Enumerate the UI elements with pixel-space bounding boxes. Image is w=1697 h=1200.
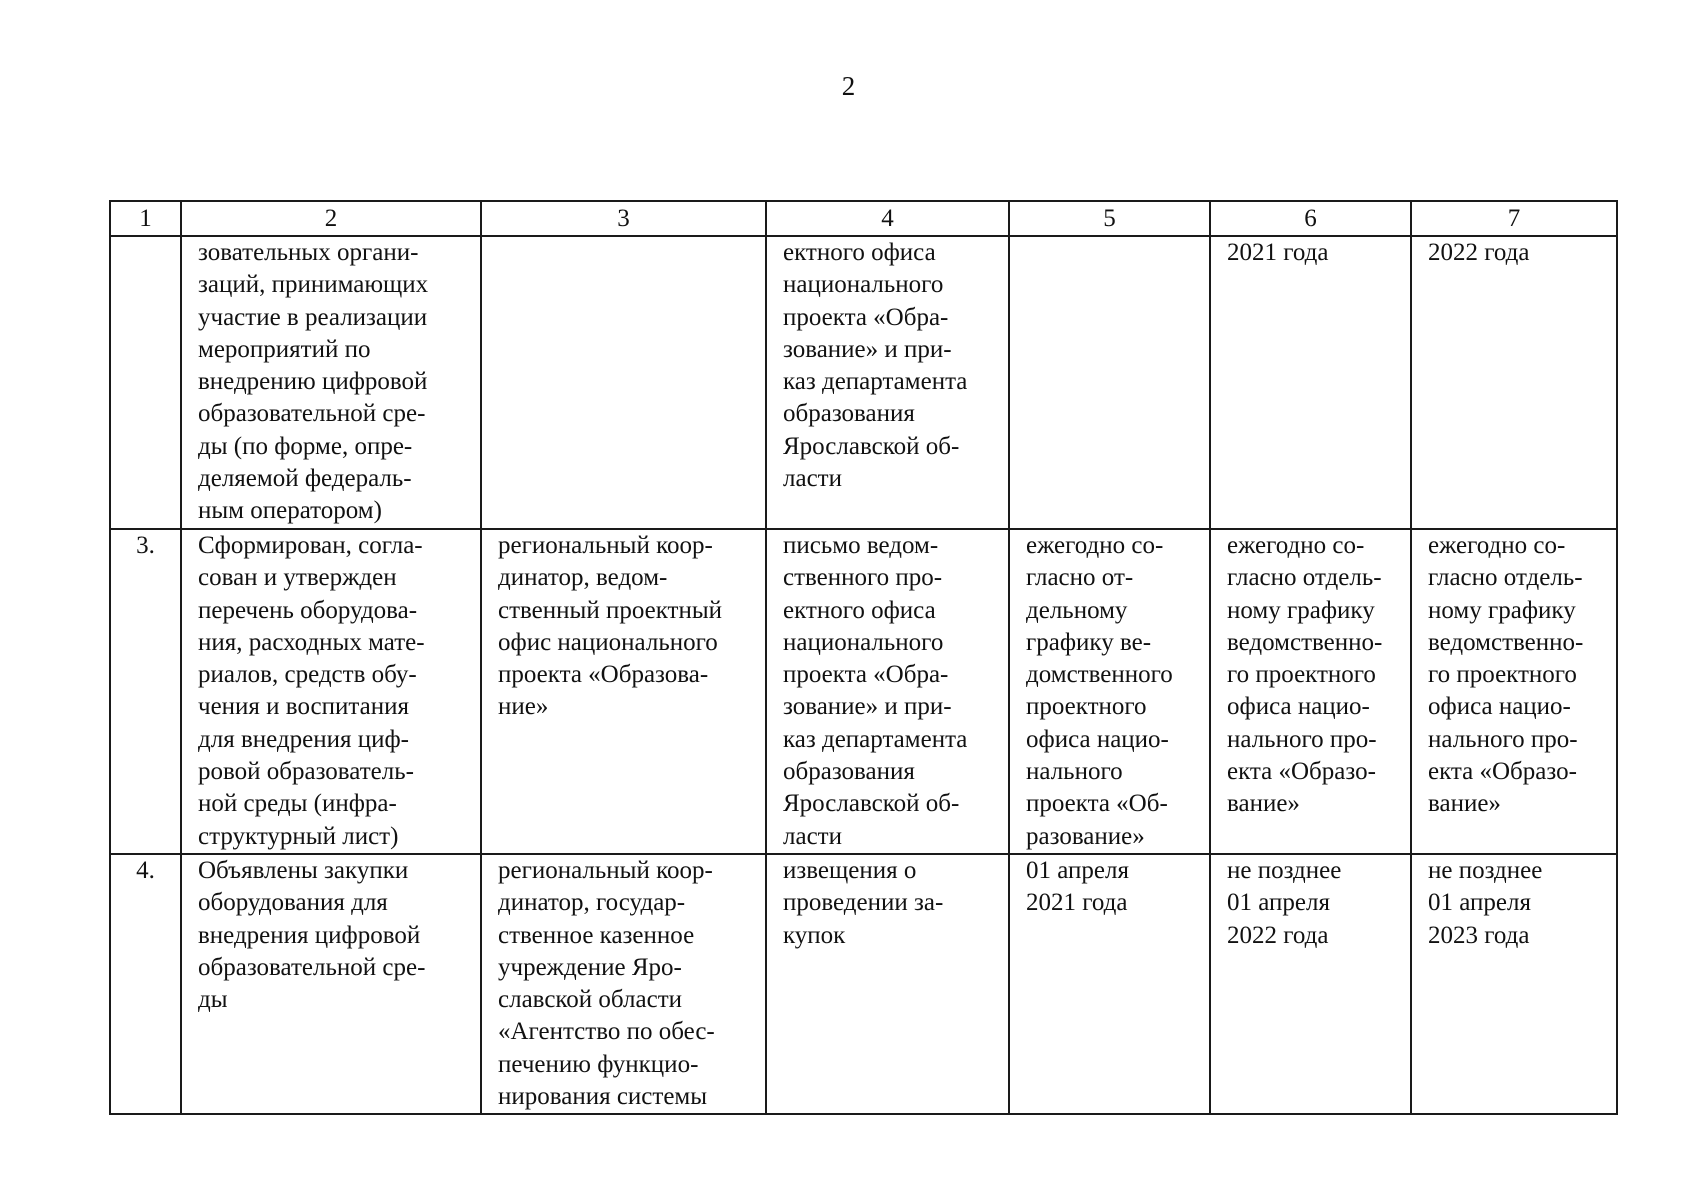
term-2021-cell: 01 апреля 2021 года	[1009, 854, 1210, 1114]
row-number	[110, 236, 181, 529]
column-header: 3	[481, 201, 766, 236]
event-cell: Объявлены закупки оборудования для внедрения цифровой образовательной сре- ды	[181, 854, 481, 1114]
document-cell: письмо ведом- ственного про- ектного офиса национального проекта «Обра- зование» и при- каз департамента образования Ярославской об- ласти	[766, 529, 1009, 854]
page-number: 2	[841, 71, 856, 101]
column-header: 4	[766, 201, 1009, 236]
term-2022-cell: не позднее 01 апреля 2022 года	[1210, 854, 1411, 1114]
table-row	[110, 236, 1617, 529]
column-header: 7	[1411, 201, 1617, 236]
column-header: 6	[1210, 201, 1411, 236]
row-number: 3.	[110, 529, 181, 854]
term-2023-cell: не позднее 01 апреля 2023 года	[1411, 854, 1617, 1114]
term-2021-cell	[1009, 236, 1210, 529]
event-cell: Сформирован, согла- сован и утвержден перечень оборудова- ния, расходных мате- риалов, средств обу- чения и воспитания для внедрения циф- ровой образователь- ной среды (инфра- структурный лист)	[181, 529, 481, 854]
term-2022-cell: 2021 года	[1210, 236, 1411, 529]
column-header: 2	[181, 201, 481, 236]
term-2023-cell: 2022 года	[1411, 236, 1617, 529]
plan-table	[109, 200, 1618, 1115]
responsible-cell	[481, 236, 766, 529]
event-cell: зовательных органи- заций, принимающих участие в реализации мероприятий по внедрению цифровой образовательной сре- ды (по форме, опре- деляемой федераль- ным оператором)	[181, 236, 481, 529]
term-2022-cell: ежегодно со- гласно отдель- ному графику ведомственно- го проектного офиса нацио- нального про- екта «Образо- вание»	[1210, 529, 1411, 854]
term-2021-cell: ежегодно со- гласно от- дельному графику ве- домственного проектного офиса нацио- нального проекта «Об- разование»	[1009, 529, 1210, 854]
responsible-cell: региональный коор- динатор, ведом- ственный проектный офис национального проекта «Образова- ние»	[481, 529, 766, 854]
document-cell: извещения о проведении за- купок	[766, 854, 1009, 1114]
responsible-cell: региональный коор- динатор, государ- ственное казенное учреждение Яро- славской области «Агентство по обес- печению функцио- нирования системы	[481, 854, 766, 1114]
table-header-row	[110, 201, 1617, 236]
term-2023-cell: ежегодно со- гласно отдель- ному графику ведомственно- го проектного офиса нацио- нального про- екта «Образо- вание»	[1411, 529, 1617, 854]
column-header: 5	[1009, 201, 1210, 236]
table-row	[110, 854, 1617, 1114]
row-number: 4.	[110, 854, 181, 1114]
document-cell: ектного офиса национального проекта «Обра- зование» и при- каз департамента образования Ярославской об- ласти	[766, 236, 1009, 529]
table-row	[110, 529, 1617, 854]
column-header: 1	[110, 201, 181, 236]
